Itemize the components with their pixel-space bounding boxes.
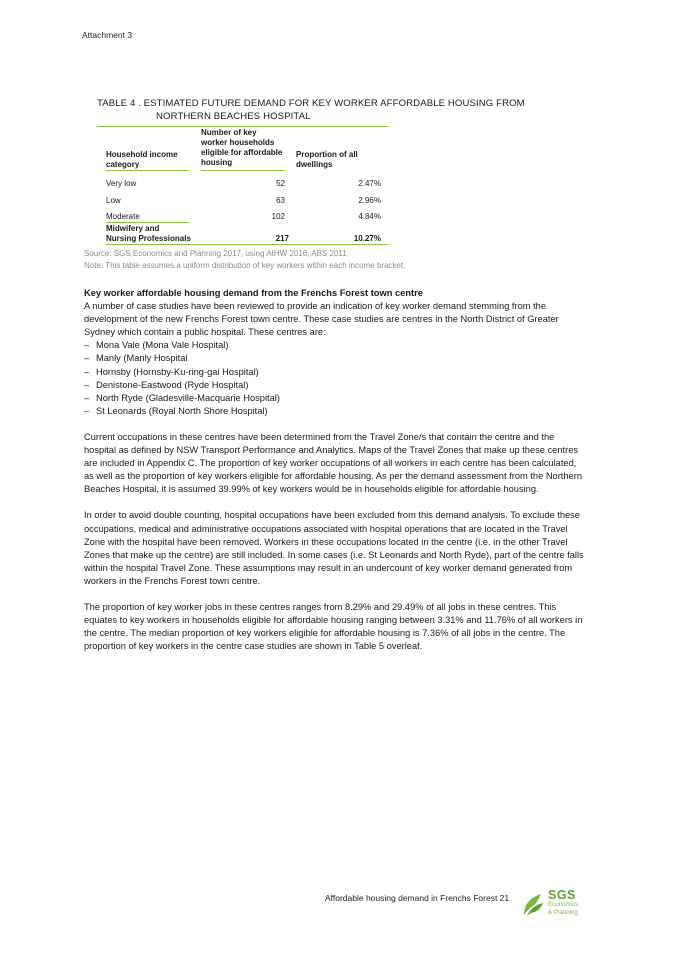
footer-page-label: Affordable housing demand in Frenchs Forest 21: [325, 893, 510, 903]
list-item: – North Ryde (Gladesville-Macquarie Hospital): [84, 392, 584, 405]
paragraph-current-occupations: Current occupations in these centres have been determined from the Travel Zone/s that contain the centre and the hospital as defined by NSW Transport Performance and Analytics. Maps of the Travel Zones that make up these centres are included in Appendix C. The proportion of key worker occupations of all workers in each centre has been calculated, as well as the proportion of key workers eligible for affordable housing. As per the demand assessment from the Northern Beaches Hospital, it is assumed 39.99% of key workers would be in households eligible for affordable housing.: [84, 431, 582, 495]
table-total-eligible: 217: [275, 234, 289, 243]
table-row-very-low-category: Very low: [106, 179, 137, 188]
dash-bullet: –: [84, 340, 90, 351]
attachment-label: Attachment 3: [82, 30, 133, 40]
header-eligible: Number of key worker households eligible for affordable housing: [201, 128, 283, 167]
paragraph-double-counting: In order to avoid double counting, hospital occupations have been excluded from this demand analysis. To exclude these occupations, medical and administrative occupations associated with hospital operations that are located in the Travel Zone with the hospital have been removed. Workers in these occupations located in the centre (i.e. in the other Travel Zones that make up the centre) are still included. In some cases (i.e. St Leonards and North Ryde), part of the centre falls within the hospital Travel Zone. These assumptions may result in an undercount of key worker demand generated from workers in the Frenchs Forest town centre.: [84, 510, 584, 586]
sgs-logo: [521, 889, 581, 919]
table-top-rule: [97, 126, 389, 127]
table-total-category: Midwifery and Nursing Professionals: [106, 224, 191, 243]
dash-bullet: –: [84, 353, 90, 364]
table-bottom-rule: [106, 244, 389, 245]
centres-list: [84, 339, 584, 418]
header-category: Household income category: [106, 150, 178, 169]
section-heading: Key worker affordable housing demand from the Frenchs Forest town centre: [84, 288, 423, 298]
table-row-very-low-proportion: 2.47%: [358, 179, 381, 188]
list-item: – Manly (Manly Hospital: [84, 352, 584, 365]
list-item: – St Leonards (Royal North Shore Hospital): [84, 405, 584, 418]
table-row-low-eligible: 63: [276, 196, 285, 205]
table-source: Source: SGS Economics and Planning 2017, using AIHW 2016, ABS 2011: [84, 249, 347, 258]
section-body: [84, 287, 584, 653]
header-rule-category: [106, 170, 189, 171]
list-item: – Hornsby (Hornsby-Ku-ring-gai Hospital): [84, 366, 584, 379]
header-rule-eligible: [201, 170, 285, 171]
dash-bullet: –: [84, 392, 90, 403]
intro-paragraph: A number of case studies have been reviewed to provide an indication of key worker demand stemming from the development of the new Frenchs Forest town centre. These case studies are centres in the North District of Greater Sydney which contain a public hospital. These centres are:: [84, 301, 559, 338]
header-proportion: Proportion of all dwellings: [296, 150, 358, 169]
sgs-logo-text: SGS: [548, 888, 576, 902]
dash-bullet: –: [84, 379, 90, 390]
table-title-line1: TABLE 4 . ESTIMATED FUTURE DEMAND FOR KEY WORKER AFFORDABLE HOUSING FROM: [97, 98, 525, 109]
table-row-moderate-eligible: 102: [271, 212, 285, 221]
table-row-low-category: Low: [106, 196, 121, 205]
dash-bullet: –: [84, 366, 90, 377]
table-total-proportion: 10.27%: [353, 234, 381, 243]
list-item: – Mona Vale (Mona Vale Hospital): [84, 339, 584, 352]
table-note: Note: This table assumes a uniform distribution of key workers within each income bracket.: [84, 261, 406, 270]
paragraph-proportion: The proportion of key worker jobs in these centres ranges from 8.29% and 29.49% of all jobs in these centres. This equates to key workers in households eligible for affordable housing ranging between 3.31% and 11.76% of all workers in the centre. The median proportion of key workers eligible for affordable housing is 7.36% of all jobs in the centre. The proportion of key workers in the centre case studies are shown in Table 5 overleaf.: [84, 601, 583, 652]
sgs-leaf-icon: [521, 891, 545, 917]
table-row-very-low-eligible: 52: [276, 179, 285, 188]
table-row-moderate-proportion: 4.84%: [358, 212, 381, 221]
table-title: [97, 97, 525, 123]
table-row-low-proportion: 2.96%: [358, 196, 381, 205]
table-notes: [84, 248, 405, 272]
list-item: – Denistone-Eastwood (Ryde Hospital): [84, 379, 584, 392]
sgs-logo-subtext: Economics & Planning: [548, 901, 579, 916]
table-title-line2: NORTHERN BEACHES HOSPITAL: [156, 111, 311, 122]
table-row-moderate-category: Moderate: [106, 212, 140, 221]
dash-bullet: –: [84, 405, 90, 416]
moderate-rule: [106, 222, 189, 223]
